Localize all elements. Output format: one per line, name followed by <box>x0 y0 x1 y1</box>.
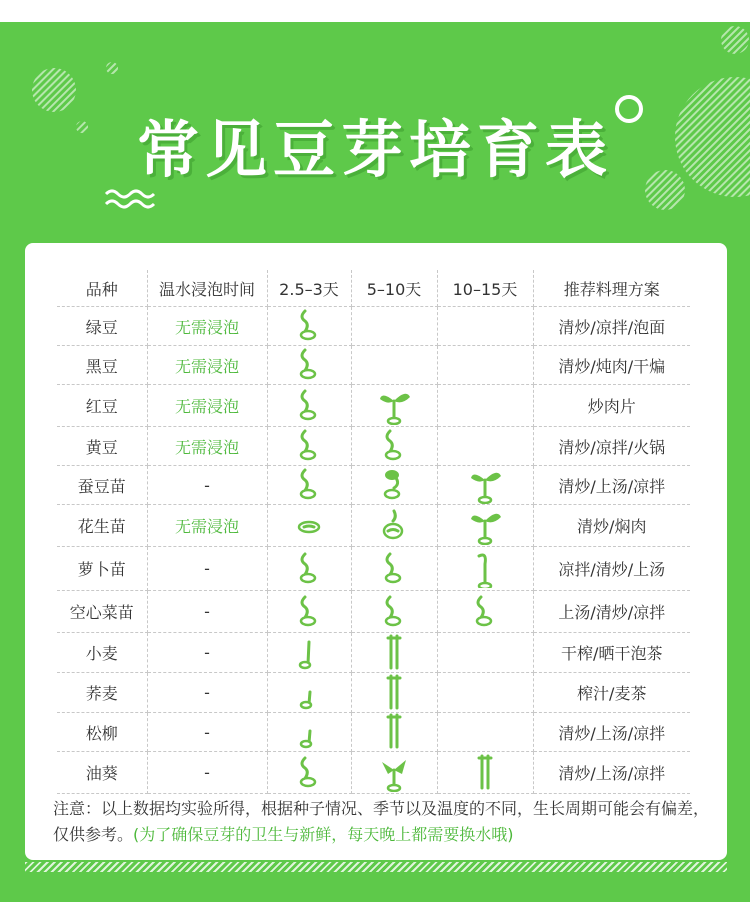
cell-stage-3 <box>437 752 533 794</box>
sprout-wheat-tall-icon <box>352 713 437 751</box>
cell-stage-1 <box>267 547 351 591</box>
header-stage-2: 5–10天 <box>351 270 437 307</box>
cell-stage-3 <box>437 547 533 591</box>
header-stage-3: 10–15天 <box>437 270 533 307</box>
cell-variety: 黄豆 <box>57 427 147 466</box>
cell-stage-1 <box>267 427 351 466</box>
cell-soak: - <box>147 466 267 505</box>
cell-stage-1 <box>267 752 351 794</box>
table-row <box>57 591 690 633</box>
sprout-seed-root-icon <box>268 754 351 792</box>
sprout-wheat-tiny-icon <box>268 674 351 712</box>
table-row <box>57 466 690 505</box>
title-ring-icon <box>615 95 643 123</box>
sprout-seed-root-icon <box>268 593 351 631</box>
cell-soak: - <box>147 713 267 752</box>
cell-stage-1 <box>267 466 351 505</box>
sprout-seed-root-icon <box>268 550 351 588</box>
cell-stage-2 <box>351 346 437 385</box>
sprout-seed-root-icon <box>352 593 437 631</box>
sprout-seed-root-icon <box>352 550 437 588</box>
cell-soak: 无需浸泡 <box>147 427 267 466</box>
sprout-leafy-icon <box>438 507 533 545</box>
sprout-seed-root-icon <box>268 387 351 425</box>
header-soak: 温水浸泡时间 <box>147 270 267 307</box>
table-header-row <box>57 270 690 307</box>
deco-wave-2 <box>106 201 154 207</box>
table-row <box>57 547 690 591</box>
cell-stage-3 <box>437 466 533 505</box>
table-row <box>57 713 690 752</box>
sprout-wheat-tall-icon <box>352 674 437 712</box>
sprout-wheat-tall-icon <box>352 634 437 672</box>
sprout-leafy-icon <box>438 466 533 504</box>
cell-variety: 红豆 <box>57 385 147 427</box>
footnote <box>53 796 713 848</box>
cell-soak: - <box>147 633 267 673</box>
cell-soak: 无需浸泡 <box>147 385 267 427</box>
deco-wave-1 <box>106 191 154 197</box>
sprout-seed-root-icon <box>268 466 351 504</box>
table-row <box>57 752 690 794</box>
cell-stage-3 <box>437 633 533 673</box>
cell-dishes: 清炒/上汤/凉拌 <box>533 466 690 505</box>
cell-stage-1 <box>267 505 351 547</box>
sprout-seed-icon <box>268 507 351 545</box>
cell-stage-3 <box>437 346 533 385</box>
cell-variety: 蚕豆苗 <box>57 466 147 505</box>
sprout-seed-root-icon <box>268 427 351 465</box>
cell-variety: 荞麦 <box>57 673 147 713</box>
cell-soak: - <box>147 591 267 633</box>
header-variety: 品种 <box>57 270 147 307</box>
cell-stage-1 <box>267 673 351 713</box>
sprout-seed-root-icon <box>268 346 351 384</box>
deco-circle-right-top <box>721 26 749 54</box>
sprout-leafy-icon <box>352 387 437 425</box>
cell-stage-2 <box>351 752 437 794</box>
cell-stage-2 <box>351 547 437 591</box>
header-dishes: 推荐料理方案 <box>533 270 690 307</box>
cell-stage-2 <box>351 427 437 466</box>
table-row <box>57 427 690 466</box>
sprout-bean-icon <box>352 466 437 504</box>
cell-stage-3 <box>437 385 533 427</box>
sprout-table <box>57 270 690 794</box>
sprout-wheat-tall-icon <box>438 754 533 792</box>
cell-stage-2 <box>351 633 437 673</box>
cell-soak: - <box>147 673 267 713</box>
cell-soak: - <box>147 547 267 591</box>
table-row <box>57 346 690 385</box>
deco-dot-left <box>106 62 118 74</box>
cell-stage-1 <box>267 307 351 346</box>
cell-soak: 无需浸泡 <box>147 505 267 547</box>
cell-stage-2 <box>351 505 437 547</box>
cell-stage-3 <box>437 505 533 547</box>
header-stage-1: 2.5–3天 <box>267 270 351 307</box>
sprout-seed-root-icon <box>352 427 437 465</box>
table-body <box>57 307 690 794</box>
table-row <box>57 307 690 346</box>
sprout-wheat-short-icon <box>268 634 351 672</box>
cell-dishes: 清炒/上汤/凉拌 <box>533 752 690 794</box>
sprout-wheat-tiny-icon <box>268 713 351 751</box>
cell-variety: 小麦 <box>57 633 147 673</box>
cell-dishes: 上汤/清炒/凉拌 <box>533 591 690 633</box>
cell-variety: 空心菜苗 <box>57 591 147 633</box>
cell-dishes: 清炒/凉拌/火锅 <box>533 427 690 466</box>
table-row <box>57 385 690 427</box>
cell-variety: 黑豆 <box>57 346 147 385</box>
cell-soak: 无需浸泡 <box>147 307 267 346</box>
cell-dishes: 清炒/凉拌/泡面 <box>533 307 690 346</box>
cell-stage-2 <box>351 673 437 713</box>
footnote-highlight: (为了确保豆芽的卫生与新鲜，每天晚上都需要换水哦) <box>133 825 514 844</box>
cell-stage-1 <box>267 591 351 633</box>
cell-variety: 松柳 <box>57 713 147 752</box>
cell-stage-1 <box>267 385 351 427</box>
cell-stage-3 <box>437 673 533 713</box>
cell-dishes: 清炒/焖肉 <box>533 505 690 547</box>
cell-stage-2 <box>351 385 437 427</box>
cell-variety: 油葵 <box>57 752 147 794</box>
cell-soak: 无需浸泡 <box>147 346 267 385</box>
table-row <box>57 633 690 673</box>
cell-dishes: 炒肉片 <box>533 385 690 427</box>
cell-stage-1 <box>267 713 351 752</box>
sprout-tall-hook-icon <box>438 550 533 588</box>
cell-stage-1 <box>267 633 351 673</box>
cell-dishes: 清炒/炖肉/干煸 <box>533 346 690 385</box>
cell-stage-2 <box>351 713 437 752</box>
cell-variety: 萝卜苗 <box>57 547 147 591</box>
cell-dishes: 凉拌/清炒/上汤 <box>533 547 690 591</box>
bottom-stripe <box>25 862 727 872</box>
sprout-seed-root-icon <box>438 593 533 631</box>
footnote-main: 注意：以上数据均实验所得，根据种子情况、季节以及温度的不同，生长周期可能会有偏差，仅供参考。 <box>53 799 710 844</box>
cell-stage-2 <box>351 591 437 633</box>
cell-stage-2 <box>351 466 437 505</box>
sprout-v-leaf-icon <box>352 754 437 792</box>
table-row <box>57 505 690 547</box>
cell-stage-3 <box>437 713 533 752</box>
page-title: 常见豆芽培育表 <box>136 113 613 186</box>
cell-dishes: 清炒/上汤/凉拌 <box>533 713 690 752</box>
cell-variety: 绿豆 <box>57 307 147 346</box>
cell-dishes: 干榨/晒干泡茶 <box>533 633 690 673</box>
sprout-seed-root-icon <box>268 307 351 345</box>
cell-stage-1 <box>267 346 351 385</box>
cell-dishes: 榨汁/麦茶 <box>533 673 690 713</box>
cell-soak: - <box>147 752 267 794</box>
cell-variety: 花生苗 <box>57 505 147 547</box>
cell-stage-2 <box>351 307 437 346</box>
table-row <box>57 673 690 713</box>
cell-stage-3 <box>437 307 533 346</box>
sprout-bean-sprout-icon <box>352 507 437 545</box>
cell-stage-3 <box>437 591 533 633</box>
cell-stage-3 <box>437 427 533 466</box>
